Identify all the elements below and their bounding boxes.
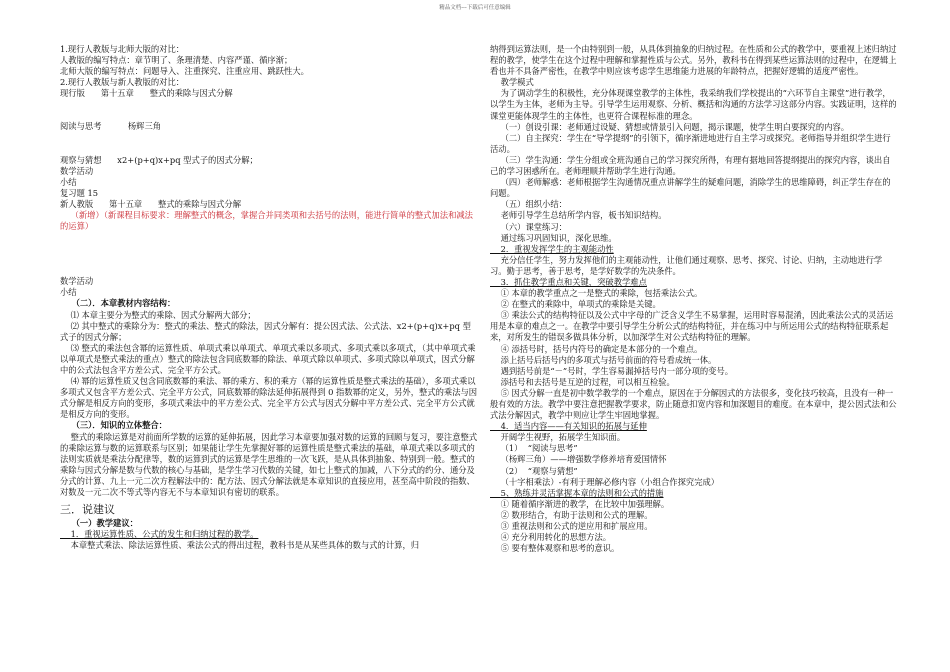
text-line: 北师大版的编写特点：问题导入、注重探究、注重应用、跳跃性大。 (60, 66, 309, 77)
text-line: 新人教版 第十五章 整式的乘除与因式分解 (60, 198, 241, 209)
text-line: 复习题 15 (60, 187, 99, 198)
blank-line (60, 243, 478, 254)
text-line: 充分信任学生，努力发挥他们的主观能动性，让他们通过观察、思考、探究、讨论、归纳，主动地进行学习。勤于思考，善于思考，是学好数学的先决条件。 (490, 254, 883, 276)
text-line: 1．重视运算性质、公式的发生和归纳过程的教学。 (60, 529, 259, 540)
blank-line (60, 232, 478, 243)
text-line: （十字相乘法）-有利于理解必修内容（小组合作探究完成） (490, 476, 720, 487)
text-line: （二）．本章教材内容结构： (60, 298, 176, 309)
text-line: 1.现行人教版与北师大版的对比： (60, 44, 185, 54)
text-line: 开阔学生视野，拓展学生知识面。 (490, 432, 626, 443)
blank-line (60, 110, 478, 121)
text-line: 为了调动学生的积极性，充分体现课堂教学的主体性，我采纳我们学校提出的“六环节自主课堂”进行教学，以学生为主体，老师为主导。引导学生运用观察、分析、概括和沟通的方法学习这部分内容。实践证明，这样的课堂更能体现学生的主体性，也更符合课程标准的理念。 (490, 88, 897, 121)
blank-line (60, 265, 478, 276)
text-line: （2） “观察与猜想” (490, 465, 578, 476)
text-line: （五）组织小结： (490, 199, 567, 210)
text-line: ③ 乘法公式的结构特征以及公式中字母的广泛含义学生不易掌握，运用时容易混淆，因此乘法公式的灵活运用是本章的难点之一。在教学中要引导学生分析公式的结构特征，并在练习中与所运用公式的结构特征联系起来，对所发生的错误多做具体分析，以加深学生对公式结构特征的理解。 (490, 310, 894, 343)
text-line: 现行版 第十五章 整式的乘除与因式分解 (60, 88, 233, 99)
text-line: 老师引导学生总结所学内容，板书知识结构。 (490, 210, 667, 221)
text-line: 通过练习巩固知识，深化思维。 (490, 232, 617, 243)
text-line: 教学模式 (490, 77, 534, 88)
text-line: ⑴ 本章主要分为整式的乘除、因式分解两大部分； (60, 309, 256, 320)
text-line: ③ 重视法则和公式的逆应用和扩展应用。 (490, 521, 653, 532)
text-line: 人教版的编写特点：章节明了、条理清楚、内容严谨、循序渐； (60, 55, 293, 66)
left-column (60, 44, 478, 551)
text-line: ⑤ 要有整体观察和思考的意识。 (490, 543, 620, 554)
text-line: ④ 充分利用转化的思想方法。 (490, 532, 612, 543)
text-line: ⑤ 因式分解一直是初中数学教学的一个难点，原因在于分解因式的方法很多，变化技巧较高，且没有一种一般有效的方法。教学中要注意把握教学要求，防止随意扣宽内容和加深题目的难度。在本章中，提公因式法和公式法分解因式，教学中则应让学生牢固地掌握。 (490, 387, 897, 421)
section-heading: 三．说建议 (60, 503, 115, 517)
text-line: ② 数形结合，有助于法则和公式的理解。 (490, 509, 653, 520)
text-line: 小结 (60, 287, 77, 298)
blank-line (60, 99, 478, 110)
text-line: （二）自主探究：学生在“导学提纲”的引领下，循序渐进地进行自主学习或探究。老师指导并组织学生进行活动。 (490, 132, 891, 154)
text-line: 遇到括号前是“－”号时，学生容易漏掉括号内一部分项的变号。 (490, 365, 734, 376)
text-line: ① 随着循序渐进的教学，在比较中加强理解。 (490, 498, 670, 509)
text-line: 4．适当内容——有关知识的拓展与延伸 (490, 421, 647, 432)
text-line: 小结 (60, 176, 77, 187)
text-line: ⑶ 整式的乘法包含幂的运算性质、单项式乘以单项式、单项式乘以多项式、多项式乘以多项式，（其中单项式乘以单项式是整式乘法的重点）整式的除法包含同底数幂的除法、单项式除以单项式、多项式除以单项式，因式分解中的公式法包含平方差公式、完全平方公式。 (60, 342, 476, 375)
text-line: 2.现行人教版与新人教版的对比： (60, 77, 185, 88)
text-line: （六）课堂练习： (490, 221, 567, 232)
text-line: 观察与猜想 x2+(p+q)x+pq 型式子的因式分解； (60, 154, 258, 165)
text-line: 整式的乘除运算是对前面所学数的运算的延伸拓展，因此学习本章要加强对数的运算的回顾与复习，要注意整式的乘除运算与数的运算联系与区别；如果能让学生先掌握好幂的运算性质是整式乘法的基础，单项式乘以多项式的法则实质就是乘法分配律等，数的运算到式的运算是学生思维的一次飞跃，是从具体到抽象、特别到一般。整式的乘除与因式分解是数与代数的核心与基础，是学生学习代数的关键，如七上整式的加减，八下分式的约分、通分及分式的计算、九上一元二次方程解法中的：配方法、因式分解法就是本章知识的直接应用，甚至高中阶段的指数、对数及一元二次不等式等内容无不与本章知识有密切的联系。 (60, 431, 478, 497)
blank-line (60, 133, 478, 144)
text-line: （三）学生沟通：学生分组或全班沟通自己的学习探究所得，有理有据地回答提纲提出的探究内容，谈出自己的学习困惑所在。老师理顺并帮助学生进行沟通。 (490, 154, 891, 177)
text-line: 阅读与思考 杨辉三角 (60, 121, 162, 132)
text-line: 数学活动 (60, 276, 94, 287)
text-line: ② 在整式的乘除中，单项式的乘除是关键。 (490, 299, 661, 310)
text-line: 纳得到运算法则，是一个由特别到一般，从具体到抽象的归纳过程。在性质和公式的教学中，要重视上述归纳过程的教学，使学生在这个过程中理解和掌握性质与公式。另外，教科书在得到某些运算法则的过程中，在逻辑上看也并不具备严密性，在教学中则应该考虑学生思维能力进展的年龄特点，把握好逻辑的适度严密性。 (490, 44, 897, 77)
text-line: ⑷ 幂的运算性质又包含同底数幂的乘法、幂的乘方、积的乘方（幂的运算性质是整式乘法的基础），多项式乘以多项式又包含平方差公式、完全平方公式，同底数幂的除法延伸拓展得到 0 指数幂的定义，另外，整式的乘法与因式分解是相反方向的变形，多项式乘法中的平方差公式、完全平方公式与因式分解中平方差公式、完全平方公式就是相反方向的变形。 (60, 376, 478, 420)
text-line: （一）教学建议： (60, 518, 138, 529)
page-header: 精品文档---下载后可任意编辑 (439, 5, 511, 11)
text-line: 5、熟练并灵活掌握本章的法则和公式的措施 (490, 487, 664, 498)
text-line: 3．抓住教学重点和关键，突破教学难点 (490, 276, 647, 287)
text-line: 本章整式乘法、除法运算性质、乘法公式的得出过程，教科书是从某些具体的数与式的计算，归 (60, 540, 420, 551)
text-line: ④ 添括号时，括号内符号的确定是本部分的一个难点。 (490, 343, 703, 354)
text-line: （三）．知识的立体整合： (60, 420, 167, 431)
text-line: （四）老师解惑：老师根据学生沟通情况重点讲解学生的疑难问题，消除学生的思维障碍，纠正学生存在的问题。 (490, 177, 891, 199)
text-line: ⑵ 其中整式的乘除分为：整式的乘法、整式的除法，因式分解有：提公因式法、公式法、x2+(p+q)x+pq 型式子的因式分解； (60, 320, 471, 342)
text-line: （新增）（新课程目标要求：理解整式的概念，掌握合并同类项和去括号的法则，能进行简单的整式加法和减法的运算） (60, 210, 473, 232)
text-line: 添上括号后括号内的多项式与括号前面的符号看成统一体。 (490, 354, 717, 365)
text-line: ① 本章的教学重点之一是整式的乘除，包括乘法公式。 (490, 288, 703, 299)
text-line: （一）创设引课：老师通过设疑、猜想或情景引入问题，揭示课题，使学生明白要探究的内容。 (490, 121, 850, 132)
blank-line (60, 254, 478, 265)
blank-line (60, 144, 478, 155)
text-line: （杨辉三角）——增强数学修养培育爱国情怀 (490, 454, 667, 465)
text-line: （1） “阅读与思考” (490, 443, 578, 454)
text-line: 添括号和去括号是互逆的过程，可以相互检验。 (490, 376, 675, 387)
text-line: 数学活动 (60, 165, 94, 176)
text-line: 2．重视发挥学生的主观能动性 (490, 243, 614, 254)
right-column (490, 44, 898, 554)
